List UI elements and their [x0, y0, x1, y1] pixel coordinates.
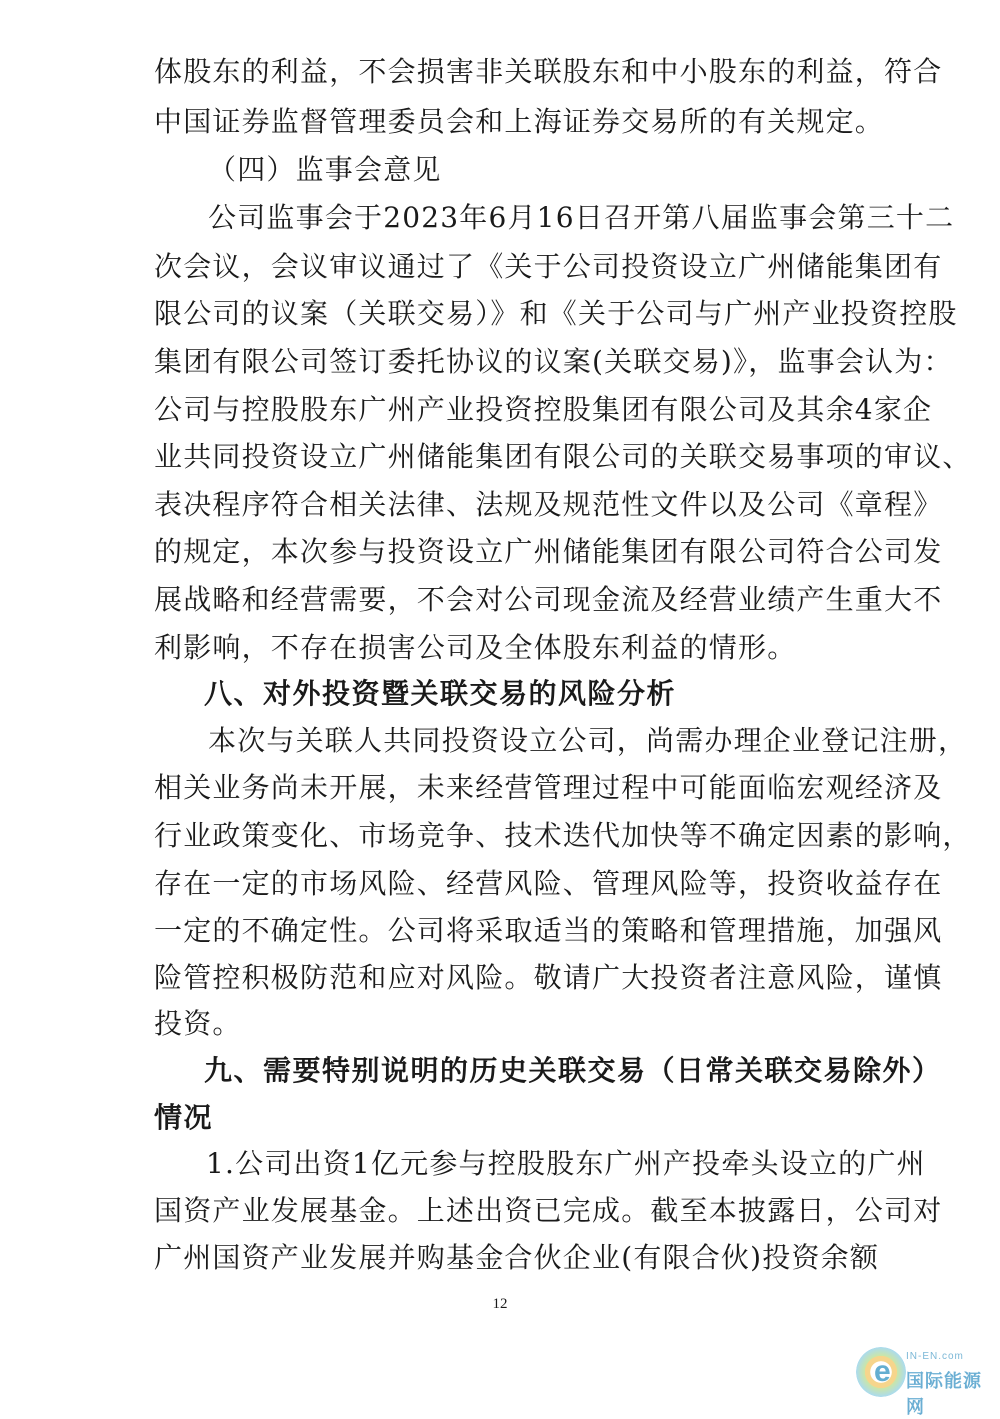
body-line-18: 存在一定的市场风险、经营风险、管理风险等，投资收益存在 [154, 867, 943, 900]
body-line-15: 本次与关联人共同投资设立公司，尚需办理企业登记注册， [208, 724, 968, 757]
body-line-11: 的规定，本次参与投资设立广州储能集团有限公司符合公司发 [154, 535, 943, 568]
section-heading-history: 九、需要特别说明的历史关联交易（日常关联交易除外） [204, 1054, 942, 1087]
body-line-21: 投资。 [154, 1007, 242, 1040]
body-line-13: 利影响，不存在损害公司及全体股东利益的情形。 [154, 631, 797, 664]
body-line-9: 业共同投资设立广州储能集团有限公司的关联交易事项的审议、 [154, 440, 972, 473]
body-line-25: 国资产业发展基金。上述出资已完成。截至本披露日，公司对 [154, 1194, 943, 1227]
body-line-16: 相关业务尚未开展，未来经营管理过程中可能面临宏观经济及 [154, 771, 943, 804]
watermark-e-glyph: e [874, 1355, 891, 1388]
body-line-2: 中国证券监督管理委员会和上海证券交易所的有关规定。 [154, 105, 885, 138]
watermark-domain: IN-EN.com [906, 1351, 964, 1362]
body-line-7: 集团有限公司签订委托协议的议案(关联交易)》，监事会认为： [154, 345, 953, 378]
watermark-site-name: 国际能源网 [906, 1371, 982, 1418]
body-line-12: 展战略和经营需要，不会对公司现金流及经营业绩产生重大不 [154, 583, 943, 616]
body-line-6: 限公司的议案（关联交易）》和《关于公司与广州产业投资控股 [154, 297, 958, 330]
body-line-8: 公司与控股股东广州产业投资控股集团有限公司及其余4家企 [154, 393, 933, 426]
body-line-5: 次会议，会议审议通过了《关于公司投资设立广州储能集团有 [154, 250, 943, 283]
watermark-logo [856, 1345, 996, 1418]
body-line-10: 表决程序符合相关法律、法规及规范性文件以及公司《章程》 [154, 488, 943, 521]
body-line-1: 体股东的利益，不会损害非关联股东和中小股东的利益，符合 [154, 55, 943, 88]
body-line-17: 行业政策变化、市场竞争、技术迭代加快等不确定因素的影响， [154, 819, 972, 852]
body-line-19: 一定的不确定性。公司将采取适当的策略和管理措施，加强风 [154, 914, 943, 947]
body-line-4: 公司监事会于2023年6月16日召开第八届监事会第三十二 [208, 201, 955, 234]
page-number: 12 [492, 1296, 508, 1312]
body-line-24: 1.公司出资1亿元参与控股股东广州产投牵头设立的广州 [206, 1147, 926, 1180]
section-heading-history-cont: 情况 [154, 1101, 214, 1134]
section-heading-risk: 八、对外投资暨关联交易的风险分析 [204, 677, 677, 710]
body-line-20: 险管控积极防范和应对风险。敬请广大投资者注意风险，谨慎 [154, 961, 943, 994]
body-line-26: 广州国资产业发展并购基金合伙企业(有限合伙)投资余额 [154, 1241, 880, 1274]
subsection-heading: （四）监事会意见 [208, 153, 442, 186]
